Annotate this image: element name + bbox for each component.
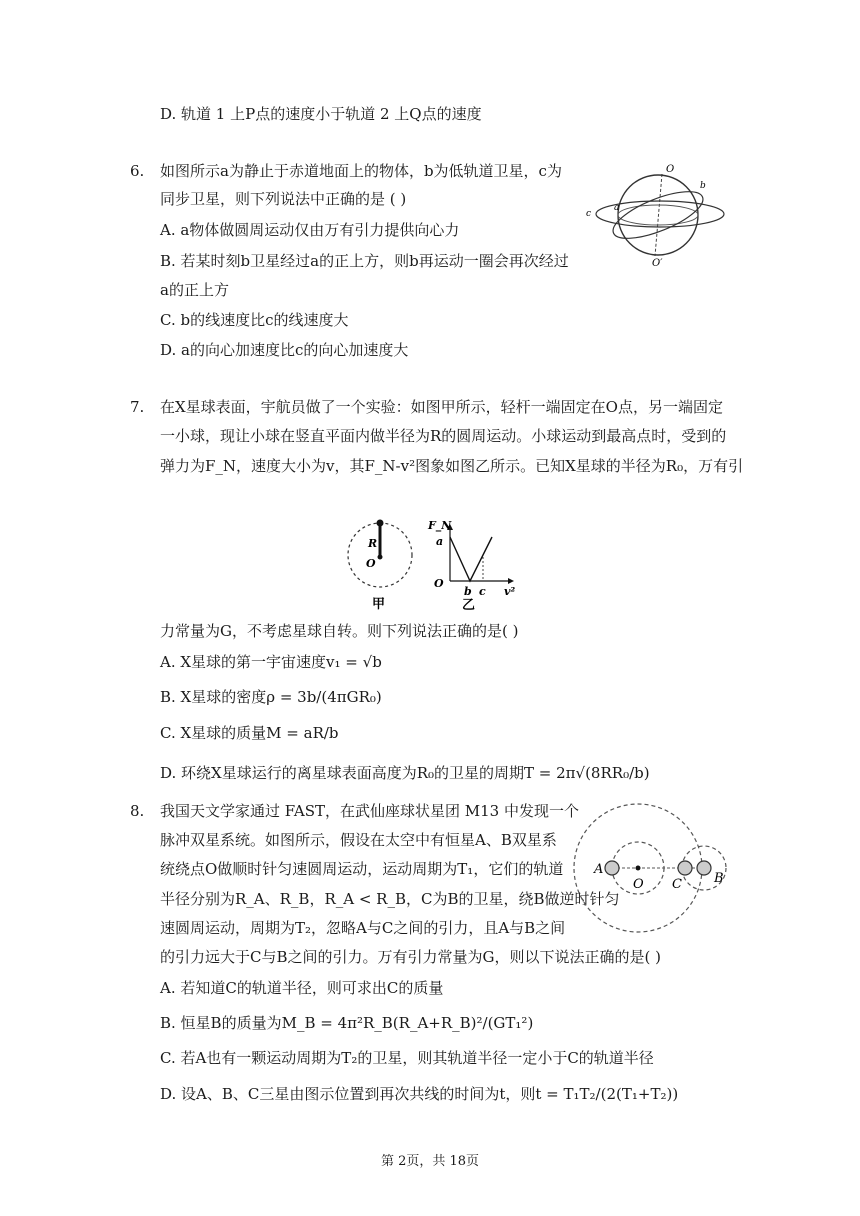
q6-earth-orbits-figure	[580, 158, 730, 268]
q6-fig-label-o-bottom: O′	[652, 258, 663, 268]
q8-fig-label-o: O	[633, 877, 644, 892]
q7-fig-label-a: a	[436, 535, 444, 548]
q6-number: 6.	[130, 162, 145, 180]
q7-fig-label-yi: 乙	[462, 598, 476, 613]
q7-number: 7.	[130, 398, 145, 416]
q7-stem-line4: 力常量为G，不考虑星球自转。则下列说法正确的是( )	[160, 622, 519, 640]
q6-option-c: C. b的线速度比c的线速度大	[160, 311, 349, 329]
q7-fig-label-r: R	[368, 537, 378, 550]
q6-fig-label-c: c	[586, 209, 592, 219]
q7-fig-label-v2: v²	[504, 585, 516, 598]
q8-number: 8.	[130, 802, 145, 820]
q6-option-a: A. a物体做圆周运动仅由万有引力提供向心力	[160, 221, 460, 239]
q7-fig-label-b: b	[464, 585, 472, 598]
page-footer: 第 2页，共 18页	[380, 1154, 480, 1169]
q6-option-b-line2: a的正上方	[160, 281, 229, 299]
q8-fig-label-a: A	[594, 862, 604, 877]
q7-fig-label-fn: F_N	[428, 519, 452, 532]
q8-stem-line1: 我国天文学家通过 FAST，在武仙座球状星团 M13 中发现一个	[160, 802, 579, 820]
q7-stem-line1: 在X星球表面，宇航员做了一个实验：如图甲所示，轻杆一端固定在O点，另一端固定	[160, 398, 723, 416]
q8-fig-label-b: B	[714, 871, 724, 886]
q8-stem-line4: 半径分别为R_A、R_B，R_A < R_B，C为B的卫星，绕B做逆时针匀	[160, 890, 620, 908]
q7-option-d: D. 环绕X星球运行的离星球表面高度为R₀的卫星的周期T = 2π√(8RR₀/b)	[160, 764, 650, 782]
q8-option-c: C. 若A也有一颗运动周期为T₂的卫星，则其轨道半径一定小于C的轨道半径	[160, 1049, 654, 1067]
q8-fig-label-c: C	[672, 877, 682, 892]
q8-stem-line2: 脉冲双星系统。如图所示，假设在太空中有恒星A、B双星系	[160, 831, 557, 849]
q5-option-d: D. 轨道 1 上P点的速度小于轨道 2 上Q点的速度	[160, 105, 482, 123]
q8-option-d: D. 设A、B、C三星由图示位置到再次共线的时间为t，则t = T₁T₂/(2(T₁+T₂))	[160, 1085, 679, 1103]
q8-binary-star-figure	[572, 796, 732, 946]
q6-fig-label-o-top: O	[666, 164, 675, 175]
q6-stem-line1: 如图所示a为静止于赤道地面上的物体，b为低轨道卫星，c为	[160, 162, 562, 180]
q7-fig-label-o: O	[366, 557, 376, 570]
q7-fig-label-o2: O	[434, 577, 444, 590]
q6-stem-line2: 同步卫星，则下列说法中正确的是 ( )	[160, 190, 407, 208]
q8-option-b: B. 恒星B的质量为M_B = 4π²R_B(R_A+R_B)²/(GT₁²)	[160, 1014, 534, 1032]
q7-option-c: C. X星球的质量M = aR/b	[160, 724, 339, 742]
q6-option-b-line1: B. 若某时刻b卫星经过a的正上方，则b再运动一圈会再次经过	[160, 252, 569, 270]
q7-fig-label-c: c	[479, 585, 486, 598]
q8-stem-line6: 的引力远大于C与B之间的引力。万有引力常量为G，则以下说法正确的是( )	[160, 948, 661, 966]
q6-fig-label-b: b	[700, 181, 706, 191]
q7-option-b: B. X星球的密度ρ = 3b/(4πGR₀)	[160, 688, 382, 706]
q8-stem-line5: 速圆周运动，周期为T₂，忽略A与C之间的引力，且A与B之间	[160, 919, 566, 937]
q8-option-a: A. 若知道C的轨道半径，则可求出C的质量	[160, 979, 444, 997]
q8-stem-line3: 统绕点O做顺时针匀速圆周运动，运动周期为T₁，它们的轨道	[160, 860, 564, 878]
q7-experiment-figure	[340, 515, 530, 615]
q6-option-d: D. a的向心加速度比c的向心加速度大	[160, 341, 409, 359]
q7-option-a: A. X星球的第一宇宙速度v₁ = √b	[160, 653, 382, 671]
q7-stem-line2: 一小球，现让小球在竖直平面内做半径为R的圆周运动。小球运动到最高点时，受到的	[160, 427, 727, 445]
q6-fig-label-a: a	[614, 203, 620, 213]
q7-fig-label-jia: 甲	[372, 597, 386, 612]
q7-stem-line3: 弹力为F_N，速度大小为v，其F_N-v²图象如图乙所示。已知X星球的半径为R₀，万有引	[160, 457, 744, 475]
